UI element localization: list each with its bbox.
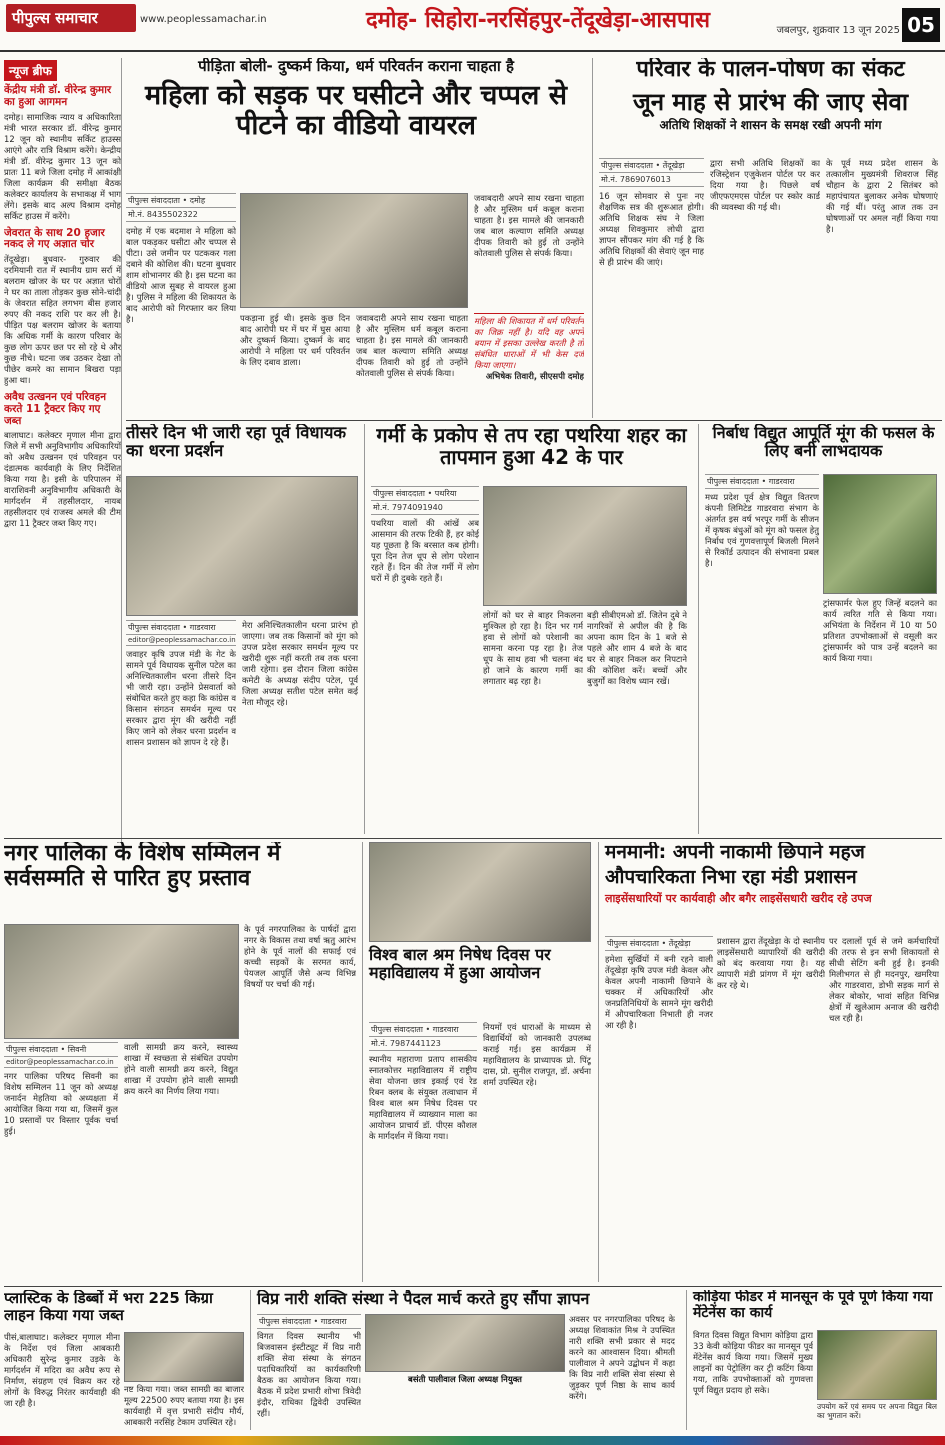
article-lahan-seized (4, 1290, 244, 1430)
article-body-2: पकड़ाना हुई थी। इसके कुछ दिन बाद आरोपी घर में घर में घुस आया और दुष्कर्म किया। दुष्कर्म के बाद आरोपी ने महिला पर धर्म परिवर्तन के लिए दबाव डाला। (240, 313, 350, 367)
seizure-photo (124, 1332, 244, 1382)
article-body-3: बड़ी सीबीएमओ डॉ. जितेन दुबे ने नागरिकों से अपील की है कि अपना काम दिन के 1 बजे से पहले और शाम 4 बजे के बाद घर से बाहर निकल कर निपटाने की कोशिश करें। बच्चों और बुजुर्गों का विशेष ध्यान रखें। (587, 610, 687, 686)
article-dharna (126, 424, 358, 834)
photo-caption: उपयोग करें एवं समय पर अपना विद्युत बिल का भुगतान करें। (817, 1402, 937, 1420)
article-body-2: अवसर पर नगरपालिका परिषद के अध्यक्ष शिवाकांत मिश्र ने उपस्थित नारी शक्ति सभी प्रकार से मदद करने का आश्वासन दिया। श्रीमती पालीवाल ने अपने उद्बोधन में कहा कि विप्र नारी शक्ति सेवा संस्था से जुड़कर पूर्ण निष्ठा के साथ कार्य करेंगे। (569, 1314, 675, 1401)
article-body: नगर पालिका परिषद सिवनी का विशेष सम्मिलन 11 जून को अध्यक्ष जनार्दन मेहतिया को अध्यक्षता में आयोजित किया गया था, जिसमें कुल 10 प्रस्तावों पर विस्तार पूर्वक चर्चा हुई। (4, 1071, 118, 1136)
article-body-2: वाली सामग्री क्रय करने, स्वास्थ्य शाखा में स्वच्छता से संबंधित उपयोग होने वाली सामग्री क्रय करने, विद्युत शाखा में उपयोग होने वाली सामग्री क्रय करने का निर्णय लिया गया। (124, 1042, 238, 1096)
article-heatwave (364, 424, 692, 834)
reporter-phone: मो.नं. 7987441123 (369, 1037, 477, 1051)
article-headline: निर्बाध विद्युत आपूर्ति मूंग की फसल के लिए बनी लाभदायक (712, 424, 935, 460)
article-body-2: नष्ट किया गया। जब्त सामग्री का बाजार मूल्य 22500 रुपए बताया गया है। इस कार्यवाही में वृत्त प्रभारी संदीप मौर्य, आबकारी नरसिंह टेकाम उपस्थित रहे। (124, 1384, 244, 1427)
article-headline-2: औपचारिकता निभा रहा मंडी प्रशासन (605, 866, 857, 889)
article-body: मध्य प्रदेश पूर्व क्षेत्र विद्युत वितरण कंपनी लिमिटेड गाडरवारा संभाग के अंतर्गत इस वर्ष भरपूर गर्मी के सीजन में कृषक बंधुओं को मूंग को फसल हेतु निर्बाध एवं गुणवत्तापूर्ण बिजली मिलने से रिकॉर्ड उत्पादन की संभावना प्रबल है। (705, 492, 819, 568)
article-byline: पीपुल्स संवाददाता • गाडरवारा (705, 474, 819, 489)
article-body: जवाहर कृषि उपज मंडी के गेट के सामने पूर्व विधायक सुनील पटेल का अनिश्चितकालीन धरना तीसरे दिन भी जारी रहा। उन्होंने प्रेसवार्ता को संबोधित करते हुए कहा कि कांग्रेस व किसान संगठन समर्थन मूल्य पर सरकार द्वारा मूंग की खरीदी नहीं किए जाने को लेकर धरना प्रदर्शन व शासन प्रशासन को ज्ञापन दे रहे हैं। (126, 649, 236, 747)
article-vipra-nari-shakti (250, 1290, 680, 1430)
article-body: स्थानीय महाराणा प्रताप शासकीय स्नातकोत्तर महाविद्यालय में राष्ट्रीय सेवा योजना छात्र इकाई एवं रेड रिबन क्लब के संयुक्त तत्वाधान में विश्व बाल श्रम निषेध दिवस पर महाविद्यालय में व्याख्यान माला का आयोजन प्राचार्य डॉ. पीएस कौशल के मार्गदर्शन में किया गया। (369, 1054, 477, 1141)
article-headline: विप्र नारी शक्ति संस्था ने पैदल मार्च करते हुए सौंपा ज्ञापन (257, 1290, 590, 1308)
article-body-2: मेरा अनिश्चितकालीन धरना प्रारंभ हो जाएगा। जब तक किसानों को मूंग को उपज प्रदेश सरकार समर्थन मूल्य पर खरीदी शुरू नहीं करती तब तक धरना जारी रहेगा। इस दौरान जिला कांग्रेस कमेटी के अध्यक्ष संदीप पटेल, पूर्व जिला अध्यक्ष सतीश पटेल समेत कई नेता मौजूद रहे। (242, 620, 358, 707)
article-body-3: के पूर्व नगरपालिका के पार्षदों द्वारा नगर के विकास तथा वर्षा ऋतु आरंभ होने के पूर्व नालों की सफाई एवं कच्ची सड़कों के सरमत कार्य, पेयजल आपूर्ति जैसे अन्य विभिन्न विषयों पर चर्चा की गई। (244, 924, 356, 989)
article-body: पथरिया वालों की आंखें अब आसमान की तरफ टिकी हैं, हर कोई यह पूछता है कि बरसात कब होगी। पूरा दिन तेज धूप से लोग परेशान रहते हैं। दिन की तेज गर्मी में लोग घरों में ही दुबके रहते हैं। (371, 518, 479, 583)
protest-photo (126, 476, 358, 616)
article-body-3: के पूर्व मध्य प्रदेश शासन के तत्कालीन मुख्यमंत्री शिवराज सिंह चौहान के द्वारा 2 सितंबर को महापंचायत बुलाकर अनेक घोषणाएं की गई थीं। परंतु आज तक उन घोषणाओं पर अमल नहीं किया गया है। (826, 158, 938, 234)
edition-date: जबलपुर, शुक्रवार 13 जून 2025 (776, 25, 900, 36)
color-registration-strip (0, 1436, 945, 1445)
article-headline: कोड़िया फीडर में मानसून के पूर्व पूर्ण किया गया मेंटेनेंस का कार्य (693, 1290, 933, 1321)
news-brief-tag: न्यूज ब्रीफ (4, 60, 57, 81)
article-body-2: प्रशासन द्वारा तेंदूखेड़ा के दो स्थानीय लाइसेंसधारी व्यापारियों की खरीदी को बंद करवाया गया है। यह व्यापारी मंडी प्रांगण में मूंग खरीदी कर रहे थे। (717, 936, 825, 990)
article-body-3: जवाबदारी अपने साथ रखना चाहता है और मुस्लिम धर्म कबूल कराना चाहता है। इस मामले की जानकारी जब बाल कल्याण समिति अध्यक्ष दीपक तिवारी को हुई तो उन्होंने कोतवाली पुलिस से संपर्क किया। (356, 313, 468, 378)
article-byline: पीपुल्स संवाददाता • गाडरवारा (257, 1314, 361, 1329)
article-body: विगत दिवस विद्युत विभाग कोड़िया द्वारा 33 केवी कोड़िया फीडर का मानसून पूर्व मेंटेनेंस कार्य किया गया। जिसमें मुख्य लाइनों का पेट्रोलिंग कर ट्री कटिंग किया गया, ताकि उपभोक्ताओं को गुणवत्ता पूर्ण विद्युत प्रदाय हो सके। (693, 1330, 813, 1395)
article-body: दमोह में एक बदमाश ने महिला को बाल पकड़कर घसीटा और चप्पल से पीटा। उसे जमीन पर पटककर गला दबाने की कोशिश की। घटना बुधवार शाम शोभानगर की है। इस घटना का वीडियो आज सुबह से वायरल हुआ है। पुलिस ने महिला की शिकायत के बाद आरोपी को गिरफ्तार कर लिया है। (126, 226, 236, 324)
meeting-photo (4, 924, 239, 1039)
article-kicker: पीड़िता बोली- दुष्कर्म किया, धर्म परिवर्तन कराना चाहता है (198, 58, 514, 75)
article-body: पीसं,बालाघाट। कलेक्टर मृणाल मीना के निर्देश एवं जिला आबकारी अधिकारी सुरेन्द्र कुमार उड़के के मार्गदर्शन में मदिरा का अवैध रूप से निर्माण, संग्रहण एवं विक्रय कर रहे लोगों के विरुद्ध निरंतर कार्यवाही की जा रही है। (4, 1332, 120, 1408)
article-body-3: पर दलालों पूर्व से जमे कर्मचारियों की तरफ से इन सभी शिकायतों से सीधी सेटिंग बनी हुई है। इनकी मिलीभगत से ही मदनपुर, खमरिया और गाडरवारा, डोभी सड़क मार्ग से लेकर बोकोर, भावां सहित विभिन्न क्षेत्रों में खुलेआम अनाज की खरीदी चल रही है। (829, 936, 939, 1023)
article-municipal-meeting (4, 842, 356, 1282)
article-guest-teachers (592, 58, 942, 418)
article-byline: पीपुल्स संवाददाता • पथरिया (371, 486, 479, 501)
editor-email: editor@peoplessamachar.co.in (128, 636, 236, 644)
article-subhead: अतिथि शिक्षकों ने शासन के समक्ष रखी अपनी मांग (659, 117, 882, 132)
divider (4, 838, 942, 839)
article-subhead: लाइसेंसधारियों पर कार्यवाही और बगैर लाइसेंसधारी खरीद रहे उपज (605, 891, 872, 905)
brief-headline-2: जेवरात के साथ 20 हजार नकद ले गए अज्ञात चोर (4, 226, 105, 251)
photo-caption: बसंती पालीवाल जिला अध्यक्ष नियुक्त (408, 1374, 522, 1384)
article-byline: पीपुल्स संवाददाता • तेंदूखेड़ा (605, 936, 713, 951)
police-quote: महिला की शिकायत में धर्म परिवर्तन का जिक्र नहीं है। यदि वह अपने बयान में इसका उल्लेख करती है तो संबंधित धाराओं में भी केस दर्ज किया जाएगा। (474, 313, 584, 371)
article-byline: पीपुल्स संवाददाता • सिवनी (4, 1042, 118, 1057)
article-headline: नगर पालिका के विशेष सम्मिलन में सर्वसम्मति से पारित हुए प्रस्ताव (4, 842, 281, 891)
article-body: हमेशा सुर्खियों में बनी रहने वाली तेंदूखेड़ा कृषि उपज मंडी केवल और केवल अपनी नाकामी छिपाने के चक्कर में अधिकारियों और जनप्रतिनिधियों के सामने मूंग खरीदी में औपचारिकता निभाती ही नजर आ रही है। (605, 954, 713, 1030)
article-headline: प्लास्टिक के डिब्बों में भरा 225 किग्रा लाहन किया गया जब्त (4, 1290, 213, 1324)
article-body-2: द्वारा सभी अतिथि शिक्षकों का रजिस्ट्रेशन एजुकेशन पोर्टल पर कर दिया गया है। पिछले वर्ष जीएफएमएस पोर्टल पर स्कोर कार्ड की व्यवस्था की गई थी। (710, 158, 820, 212)
article-body-4: जवाबदारी अपने साथ रखना चाहता है और मुस्लिम धर्म कबूल कराना चाहता है। इस मामले की जानकारी जब बाल कल्याण समिति अध्यक्ष दीपक तिवारी को हुई तो उन्होंने कोतवाली पुलिस से संपर्क किया। (474, 193, 584, 258)
article-body-2: नियमों एवं धाराओं के माध्यम से विद्यार्थियों को जानकारी उपलब्ध कराई गई। इस कार्यक्रम में महाविद्यालय के प्राध्यापक प्रो. पिंटू दास, प्रो. सुनील राजपूत, डॉ. अर्चना शर्मा उपस्थित रहे। (483, 1022, 591, 1087)
page-number: 05 (902, 8, 940, 42)
masthead (0, 0, 945, 52)
divider (126, 420, 942, 421)
reporter-phone: मो.नं. 8435502322 (126, 208, 236, 222)
article-byline: पीपुल्स संवाददाता • दमोह (126, 193, 236, 208)
feeder-photo (817, 1330, 937, 1400)
article-byline: पीपुल्स संवाददाता • तेंदूखेड़ा (599, 158, 704, 173)
article-headline-2: जून माह से प्रारंभ की जाए सेवा (632, 87, 909, 116)
brief-body-3: बालाघाट। कलेक्टर मृणाल मीना द्वारा जिले में सभी अनुविभागीय अधिकारियों को अवैध उत्खनन एवं परिवहन पर दंडात्मक कार्यवाही के लिए निर्देशित किया गया है। इसी के परिपालन में वाराशिवनी अनुविभागीय अधिकारी के मार्गदर्शन में तहसीलदार, नायब तहसीलदार एवं राजस्व अमले की टीम द्वारा 11 ट्रैक्टर जब्त किए गए। (4, 430, 121, 529)
crop-photo (823, 474, 937, 594)
brief-headline-1: केंद्रीय मंत्री डॉ. वीरेन्द्र कुमार का हुआ आगमन (4, 84, 112, 108)
article-headline: गर्मी के प्रकोप से तप रहा पथरिया शहर का तापमान हुआ 42 के पार (376, 424, 687, 470)
quote-attribution: अभिषेक तिवारी, सीएसपी दमोह (485, 371, 584, 381)
article-headline: मनमानी: अपनी नाकामी छिपाने महज (605, 842, 865, 863)
article-body: विगत दिवस स्थानीय भी बिजवासन इंस्टीट्यूट में विप्र नारी शक्ति सेवा संस्था के संगठन पदाधिकारियों का कार्यकारिणी बैठक का आयोजन किया गया। बैठक में प्रदेश प्रभारी शोभा त्रिवेदी इंदौर, राधिका द्विवेदी उपस्थित रहीं। (257, 1331, 361, 1417)
article-woman-assault (126, 58, 586, 418)
article-power-supply (698, 424, 942, 834)
news-brief-column (4, 58, 122, 848)
brief-headline-3: अवैध उत्खनन एवं परिवहन करते 11 ट्रैक्टर किए गए जब्त (4, 391, 107, 427)
article-child-labour-day (362, 842, 592, 1282)
article-headline: महिला को सड़क पर घसीटने और चप्पल से पीटने का वीडियो वायरल (145, 79, 567, 142)
reporter-phone: मो.नं. 7869076013 (599, 173, 704, 187)
divider (4, 1286, 942, 1287)
article-mandi-administration (598, 842, 942, 1282)
brief-body-1: दमोह। सामाजिक न्याय व अधिकारिता मंत्री भारत सरकार डॉ. वीरेन्द्र कुमार 12 जून को स्थानीय सर्किट हाउस्स आएंगे और रात्रि विश्राम करेंगे। केन्द्रीय मंत्री डॉ. वीरेन्द्र कुमार 13 जून को प्रातः 11 बजे जिला दमोह में आकांक्षी जिला कार्यक्रम की समीक्षा बैठक कलेक्टर कार्यालय के सभाकक्ष में भाग लेंगे। इसके बाद अल्प विश्राम दमोह सर्किट हाउस में करेंगे। (4, 111, 121, 221)
article-headline: विश्व बाल श्रम निषेध दिवस पर महाविद्यालय में हुआ आयोजन (369, 945, 551, 982)
article-body-2: लोगों को घर से बाहर निकलना मुश्किल हो रहा है। दिन भर गर्म हवा से लोगों को परेशानी का सामना करना पड़ रहा है। तेज धूप के साथ हवा भी चलना बंद हो जाने के कारण गर्मी का लगातार बढ़ रहा है। (483, 610, 583, 686)
reporter-phone: मो.नं. 7974091940 (371, 501, 479, 515)
march-photo (365, 1314, 565, 1372)
street-photo (483, 486, 687, 606)
article-byline: पीपुल्स संवाददाता • गाडरवारा (126, 620, 236, 635)
editor-email: editor@peoplessamachar.co.in (4, 1057, 118, 1068)
article-byline: पीपुल्स संवाददाता • गाडरवारा (369, 1022, 477, 1037)
section-title: दमोह- सिहोरा-नरसिंहपुर-तेंदूखेड़ा-आसपास (365, 8, 711, 33)
assault-photo (240, 193, 468, 308)
article-body-2: ट्रांसफार्मर फेल हुए जिन्हें बदलने का कार्य त्वरित गति से किया गया। अभियंता के निर्देशन में 10 या 50 प्रतिशत उपभोक्ताओं से वसूली कर ट्रांसफार्मर को पात्र उन्हें बदलने का कार्य किया गया। (823, 598, 937, 663)
brief-body-2: तेंदूखेड़ा। बुधवार- गुरुवार की दरमियानी रात में स्थानीय ग्राम सर्रा में बलराम खोजर के घर पर अज्ञात चोरों ने घर का ताला तोड़कर कुछ सोने-चांदी के जेवरात सहित लगभग बीस हजार रुपए की नकद राशि पर कर ली है। पीड़ित पक्ष बलराम खोजर के बताया कि अधिक गर्मी के कारण परिवार के कुछ लोग ऊपर छत पर सो रहे थे और कुछ नीचे। घटना जब उठकर देखा तो पीछेर कमरे का सामान बिखरा पड़ा हुआ था। (4, 254, 121, 385)
college-event-photo (369, 842, 591, 942)
website-url: www.peoplessamachar.in (140, 14, 267, 25)
article-headline: परिवार के पालन-पोषण का संकट (636, 58, 905, 82)
newspaper-logo: पीपुल्स समाचार (6, 4, 136, 32)
article-kodiya-feeder (686, 1290, 942, 1430)
article-headline: तीसरे दिन भी जारी रहा पूर्व विधायक का धरना प्रदर्शन (126, 424, 347, 461)
article-body: 16 जून सोमवार से पुनः नए शैक्षणिक सत्र की शुरूआत होगी। अतिथि शिक्षक संघ ने जिला अध्यक्ष शिवकुमार लोधी द्वारा ज्ञापन सौंपकर मांग की गई है कि अतिथि शिक्षकों की सेवाएं जून माह से ही प्रारंभ की जाएं। (599, 191, 704, 267)
